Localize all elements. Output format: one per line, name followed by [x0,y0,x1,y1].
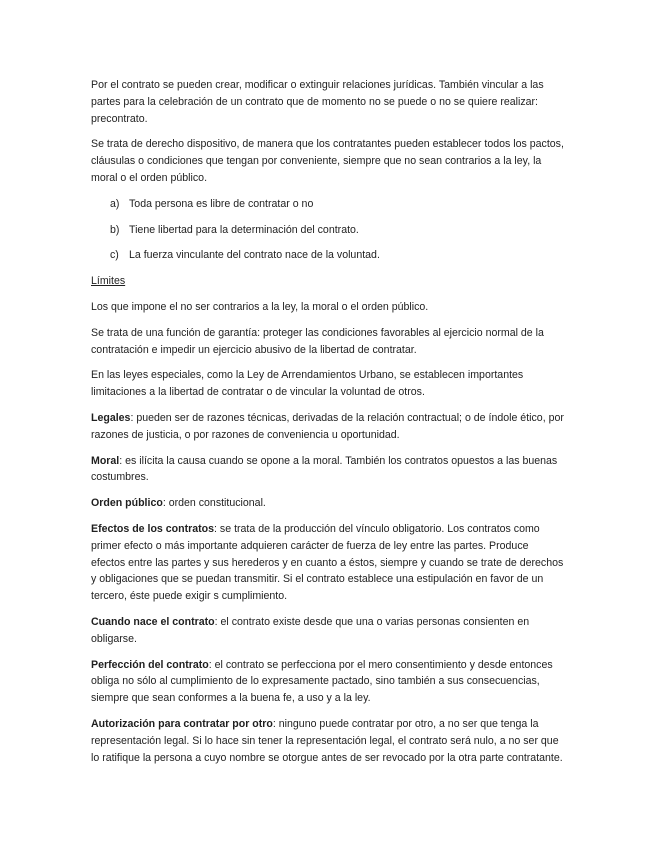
list-item-text: Tiene libertad para la determinación del contrato. [129,223,359,236]
paragraph-intro: Por el contrato se pueden crear, modificar o extinguir relaciones jurídicas. También vincular a las partes para la celebración de un contrato que de momento no se puede o no se quiere realizar: precontrato. [91,79,544,125]
term-autorizacion: Autorización para contratar por otro [91,717,273,730]
list-marker: c) [110,249,119,262]
term-orden-publico: Orden público [91,497,163,510]
definition-text: : el contrato existe desde que una o varias personas consienten en obligarse. [91,615,530,645]
list-item [91,247,565,264]
paragraph-moral [91,453,565,487]
paragraph-limites-1: Los que impone el no ser contrarios a la ley, la moral o el orden público. [91,300,429,313]
paragraph-legales [91,410,565,444]
paragraph-dispositivo: Se trata de derecho dispositivo, de manera que los contratantes pueden establecer todos los pactos, cláusulas o condiciones que tengan por conveniente, siempre que no sean contrarios a la ley, la moral o el orden público. [91,138,564,184]
paragraph-limites-3: En las leyes especiales, como la Ley de Arrendamientos Urbano, se establecen importantes limitaciones a la libertad de contratar o de vincular la voluntad de otros. [91,369,524,399]
definition-text: : ninguno puede contratar por otro, a no ser que tenga la representación legal. Si lo hace sin tener la representación legal, el contrato será nulo, a no ser que lo ratifique la persona a cuyo nombre se otorgue antes de ser revocado por la otra parte contratante. [91,717,563,764]
list-marker: b) [110,223,120,236]
definition-text: : el contrato se perfecciona por el mero consentimiento y desde entonces obliga no sólo al cumplimiento de lo expresamente pactado, sino también a sus consecuencias, siempre que sean conformes a la buena fe, a uso y a la ley. [91,658,553,705]
definition-text: : pueden ser de razones técnicas, derivadas de la relación contractual; o de índole ético, por razones de justicia, o por razones de conveniencia u oportunidad. [91,411,564,441]
list-marker: a) [110,197,120,210]
list-item [91,196,565,213]
paragraph-perfeccion [91,657,565,707]
list-item [91,222,565,239]
term-efectos: Efectos de los contratos [91,522,215,535]
list-item-text: Toda persona es libre de contratar o no [129,197,314,210]
list-item-text: La fuerza vinculante del contrato nace de la voluntad. [129,249,380,262]
definition-text: : se trata de la producción del vínculo obligatorio. Los contratos como primer efecto o más importante adquieren carácter de fuerza de ley entre las partes. Produce efectos entre las partes y sus herederos y en cuanto a éstos, siempre y cuando se trate de derechos y obligaciones que se puedan transmitir. Si el contrato establece una estipulación en favor de un tercero, éste puede exigir s cumplimiento. [91,522,564,603]
term-perfeccion: Perfección del contrato [91,658,209,671]
term-nace: Cuando nace el contrato [91,615,215,628]
section-heading-limites: Límites [91,275,126,288]
term-legales: Legales [91,411,131,424]
paragraph-efectos [91,521,565,605]
term-moral: Moral [91,454,120,467]
paragraph-nace [91,614,565,648]
definition-text: : es ilícita la causa cuando se opone a la moral. También los contratos opuestos a las buenas costumbres. [91,454,558,484]
principles-list [91,196,565,264]
definition-text: : orden constitucional. [162,497,266,510]
document-page [91,77,565,775]
paragraph-autorizacion [91,716,565,766]
paragraph-limites-2: Se trata de una función de garantía: proteger las condiciones favorables al ejercicio normal de la contratación e impedir un ejercicio abusivo de la libertad de contratar. [91,326,544,356]
paragraph-orden-publico [91,495,565,512]
